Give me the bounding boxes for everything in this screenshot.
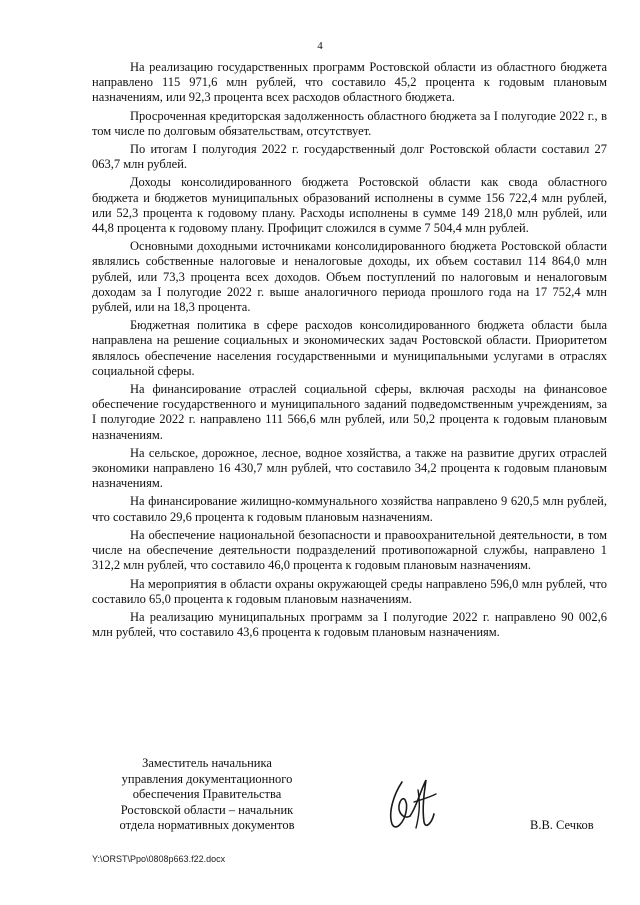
signatory-title-line: Заместитель начальника [142, 756, 272, 770]
paragraph-consolidated-revenue: Доходы консолидированного бюджета Ростовской области как свода областного бюджета и бюджетов муниципальных образований исполнены в сумме 156 722,4 млн рублей, или 52,3 процента к годовому плану. Расходы исполнены в сумме 149 218,0 млн рублей, или 44,8 процента к годовому плану. Профицит сложился в сумме 7 504,4 млн рублей. [92, 175, 607, 236]
paragraph-housing: На финансирование жилищно-коммунального хозяйства направлено 9 620,5 млн рублей, что составило 29,6 процента к годовым плановым назначениям. [92, 494, 607, 524]
paragraph-municipal-programs: На реализацию муниципальных программ за I полугодие 2022 г. направлено 90 002,6 млн рублей, что составило 43,6 процента к годовым плановым назначениям. [92, 609, 607, 640]
paragraph-programs: На реализацию государственных программ Ростовской области из областного бюджета направлено 115 971,6 млн рублей, что составило 45,2 процента к годовым плановым назначениям, или 92,3 процента всех расходов областного бюджета. [92, 60, 607, 105]
page-number: 4 [317, 40, 323, 52]
signatory-title-line: обеспечения Правительства [132, 787, 282, 801]
paragraph-spending-policy: Бюджетная политика в сфере расходов консолидированного бюджета области была направлена на решение социальных и экономических задач Ростовской области. Приоритетом являлось обеспечение населения государственными и муниципальными услугами в отраслях социальной сферы. [92, 318, 607, 378]
handwritten-signature [380, 772, 444, 836]
paragraph-revenue-sources: Основными доходными источниками консолидированного бюджета Ростовской области являлись собственные налоговые и неналоговые доходы, их объем составил 114 864,0 млн рублей, или 73,3 процента всех доходов. Объем поступлений по налоговым и неналоговым доходам за I полугодие 2022 г. выше аналогичного периода прошлого года на 17 752,4 млн рублей, или на 18,3 процента. [92, 239, 607, 315]
signatory-title [92, 756, 322, 834]
paragraph-social-sector: На финансирование отраслей социальной сферы, включая расходы на финансовое обеспечение государственного и муниципального заданий подведомственным учреждениям, за I полугодие 2022 г. направлено 111 566,6 млн рублей, или 50,2 процента к годовым плановым назначениям. [92, 382, 607, 442]
paragraph-economy: На сельское, дорожное, лесное, водное хозяйства, а также на развитие других отраслей экономики направлено 16 430,7 млн рублей, что составило 34,2 процента к годовым плановым назначениям. [92, 445, 607, 491]
paragraph-arrears: Просроченная кредиторская задолженность областного бюджета за I полугодие 2022 г., в том числе по долговым обязательствам, отсутствует. [92, 108, 607, 138]
signatory-title-line: управления документационного [121, 771, 293, 786]
file-path-footer: Y:\ORST\Ppo\0808p663.f22.docx [92, 854, 226, 864]
signatory-title-line: Ростовской области – начальник [120, 802, 294, 817]
paragraph-environment: На мероприятия в области охраны окружающей среды направлено 596,0 млн рублей, что составило 65,0 процента к годовым плановым назначениям. [92, 576, 607, 606]
signatory-title-line: отдела нормативных документов [119, 818, 295, 832]
paragraph-public-debt: По итогам I полугодия 2022 г. государственный долг Ростовской области составил 27 063,7 млн рублей. [92, 142, 607, 172]
document-body [92, 60, 607, 643]
paragraph-security: На обеспечение национальной безопасности и правоохранительной деятельности, в том числе на обеспечение деятельности подразделений противопожарной службы, направлено 1 312,2 млн рублей, что составило 46,0 процента к годовым плановым назначениям. [92, 527, 607, 573]
signatory-name: В.В. Сечков [530, 818, 594, 832]
